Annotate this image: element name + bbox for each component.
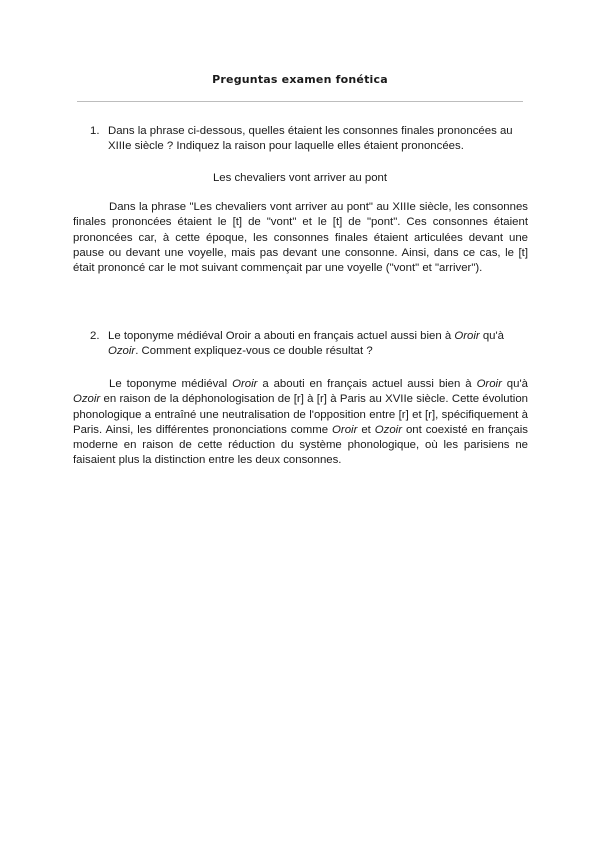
answer-2-part: a abouti en français actuel aussi bien à [257,378,477,390]
title-divider [77,101,523,102]
term-ozoir: Ozoir [73,393,101,406]
question-2-text-part: . Comment expliquez-vous ce double résultat ? [135,345,373,357]
example-sentence: Les chevaliers vont arriver au pont [212,172,388,184]
question-2-number: 2. [90,330,100,342]
question-1-number: 1. [90,125,100,137]
question-1-text: Dans la phrase ci-dessous, quelles étaient les consonnes finales prononcées au XIIIe siècle ? Indiquez la raison pour laquelle elles étaient prononcées. [108,125,513,152]
document-title: Preguntas examen fonética [212,73,388,86]
term-oroir: Oroir [454,330,480,342]
term-ozoir: Ozoir [374,423,402,436]
answer-1: Dans la phrase "Les chevaliers vont arriver au pont" au XIIIe siècle, les consonnes finales prononcées étaient le [t] de "vont" et le [t] de "pont". Ces consonnes étaient prononcées car, à cette époque, les consonnes finales étaient articulées devant une pause ou devant une voyelle, mais pas devant une consonne. Ainsi, dans ce cas, le [t] était prononcé car le mot suivant commençait par une voyelle ("vont" et "arriver"). [73,201,528,275]
question-1 [90,124,530,154]
question-2-text-part: Le toponyme médiéval Oroir a abouti en français actuel aussi bien à [108,330,455,342]
answer-2 [73,377,528,469]
answer-2-part: Le toponyme médiéval [109,378,233,390]
term-ozoir: Ozoir [108,345,136,357]
term-oroir: Oroir [332,423,358,436]
term-oroir: Oroir [232,378,258,390]
question-2-text-part: qu'à [479,330,505,342]
answer-2-part: qu'à [501,378,528,390]
answer-2-part: ont coexisté en français moderne en raison de cette réduction du système phonologique, où les parisiens ne faisaient plus la distinction entre les deux consonnes. [73,423,528,467]
question-2-text [108,329,530,359]
answer-2-part: en raison de la déphonologisation de [r] à [r] à Paris au XVIIe siècle. Cette évolution phonologique a entraîné une neutralisation de l'opposition entre [r] et [r], spécifiquement à Paris. Ainsi, les différentes prononciations comme [73,393,528,436]
question-2 [90,329,530,359]
term-oroir: Oroir [476,378,502,390]
answer-2-part: et [357,423,375,436]
